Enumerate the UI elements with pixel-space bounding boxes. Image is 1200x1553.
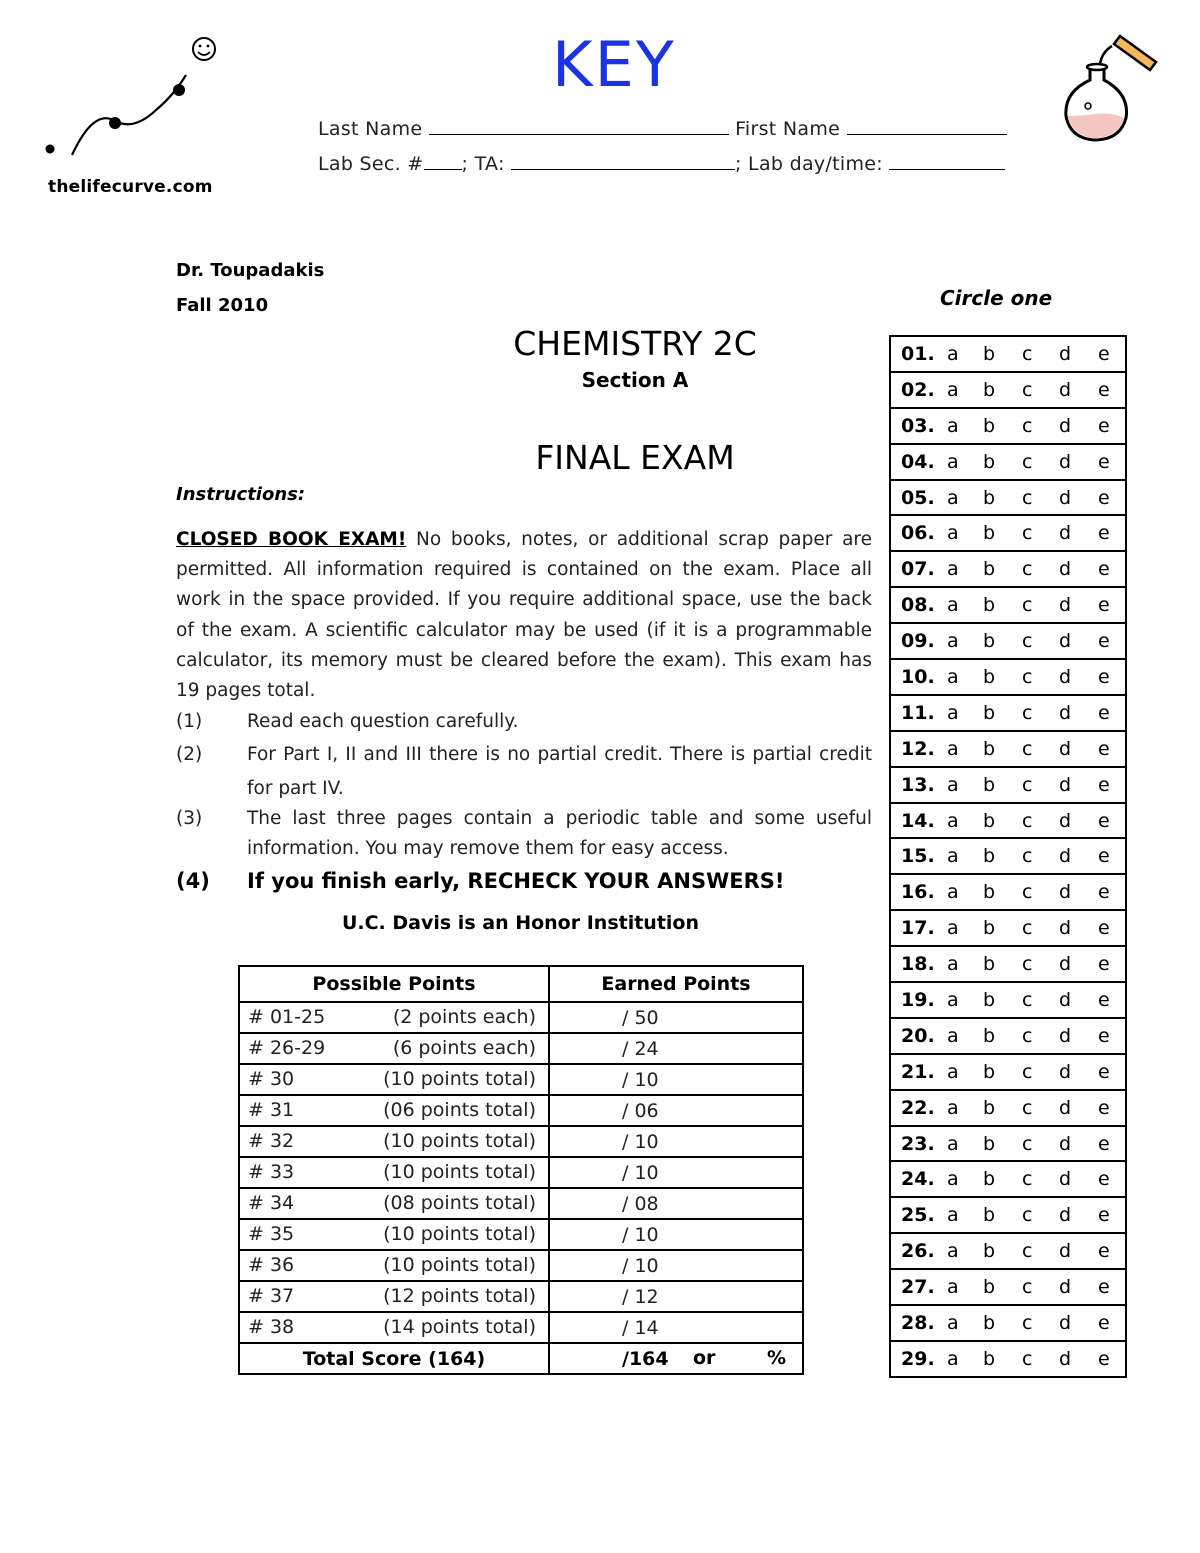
column-header: Possible Points	[239, 966, 549, 1002]
item-text: Read each question carefully.	[247, 711, 519, 732]
question-range: # 38	[248, 1316, 295, 1338]
answer-choice[interactable]: c	[1022, 1312, 1033, 1335]
answer-choice[interactable]: c	[1022, 630, 1033, 653]
answer-row	[891, 337, 1125, 373]
professor-name: Dr. Toupadakis	[176, 260, 325, 281]
circle-one-label: Circle one	[940, 286, 1053, 310]
answer-choice[interactable]: d	[1059, 1312, 1072, 1335]
ta-label: ; TA:	[461, 153, 505, 175]
answer-choice[interactable]: d	[1059, 881, 1072, 904]
answer-choice[interactable]: d	[1059, 1132, 1072, 1155]
answer-choice[interactable]: e	[1098, 881, 1110, 904]
answer-row	[891, 552, 1125, 588]
points-value: (14 points total)	[383, 1316, 536, 1338]
answer-choice[interactable]: b	[983, 1204, 996, 1227]
answer-choice[interactable]: d	[1059, 701, 1072, 724]
earned-points[interactable]: / 10	[549, 1157, 803, 1188]
answer-choice[interactable]: e	[1098, 522, 1110, 545]
lab-sec-label: Lab Sec. #	[318, 153, 424, 175]
total-earned-cell[interactable]	[549, 1343, 803, 1374]
question-number: 17.	[901, 917, 935, 940]
answer-choice[interactable]: a	[947, 594, 959, 617]
earned-points[interactable]: / 10	[549, 1250, 803, 1281]
points-value: (10 points total)	[383, 1130, 536, 1152]
answer-choice[interactable]: d	[1059, 809, 1072, 832]
question-number: 06.	[901, 522, 935, 545]
answer-choice[interactable]: e	[1098, 558, 1110, 581]
question-range: # 37	[248, 1285, 295, 1307]
question-range: # 32	[248, 1130, 295, 1152]
answer-choice[interactable]: b	[983, 594, 996, 617]
earned-points[interactable]: / 12	[549, 1281, 803, 1312]
answer-choice[interactable]: b	[983, 845, 996, 868]
answer-choice[interactable]: a	[947, 1312, 959, 1335]
last-name-row	[318, 116, 1007, 140]
answer-choice[interactable]: c	[1022, 1240, 1033, 1263]
answer-choice[interactable]: a	[947, 773, 959, 796]
course-section: Section A	[581, 368, 689, 392]
question-number: 15.	[901, 845, 935, 868]
answer-row	[891, 1162, 1125, 1198]
answer-choice[interactable]: b	[983, 1168, 996, 1191]
table-row	[239, 1033, 803, 1064]
answer-choice[interactable]: c	[1022, 1347, 1033, 1370]
question-number: 26.	[901, 1240, 935, 1263]
question-number: 29.	[901, 1347, 935, 1370]
answer-row	[891, 696, 1125, 732]
answer-choice[interactable]: a	[947, 450, 959, 473]
earned-points[interactable]: / 08	[549, 1188, 803, 1219]
answer-choice[interactable]: d	[1059, 522, 1072, 545]
answer-row	[891, 1091, 1125, 1127]
points-value: (06 points total)	[383, 1099, 536, 1121]
logo-site-text: thelifecurve.com	[48, 177, 213, 197]
answer-choice[interactable]: c	[1022, 594, 1033, 617]
first-name-label: First Name	[735, 118, 841, 140]
instruction-item	[176, 864, 872, 898]
answer-choice[interactable]: b	[983, 1060, 996, 1083]
answer-choice[interactable]: a	[947, 1240, 959, 1263]
answer-choice[interactable]: e	[1098, 1276, 1110, 1299]
answer-choice[interactable]: d	[1059, 953, 1072, 976]
answer-choice[interactable]: a	[947, 917, 959, 940]
earned-points[interactable]: / 10	[549, 1064, 803, 1095]
answer-choice[interactable]: b	[983, 522, 996, 545]
question-number: 18.	[901, 953, 935, 976]
lab-sec-field[interactable]	[424, 151, 462, 170]
question-number: 02.	[901, 378, 935, 401]
answer-choice[interactable]: e	[1098, 845, 1110, 868]
question-number: 01.	[901, 343, 935, 365]
answer-row	[891, 947, 1125, 983]
answer-row	[891, 839, 1125, 875]
answer-choice[interactable]: b	[983, 1024, 996, 1047]
answer-choice[interactable]: b	[983, 450, 996, 473]
answer-choice[interactable]: c	[1022, 378, 1033, 401]
answer-choice[interactable]: e	[1098, 989, 1110, 1012]
answer-choice[interactable]: e	[1098, 773, 1110, 796]
answer-choice[interactable]: a	[947, 737, 959, 760]
closed-book-notice: CLOSED BOOK EXAM!	[176, 529, 407, 550]
answer-choice[interactable]: c	[1022, 737, 1033, 760]
answer-choice[interactable]: e	[1098, 809, 1110, 832]
answer-row	[891, 624, 1125, 660]
answer-choice[interactable]: a	[947, 630, 959, 653]
points-value: (6 points each)	[392, 1037, 536, 1059]
total-row	[239, 1343, 803, 1374]
instruction-item	[176, 804, 872, 864]
answer-row	[891, 660, 1125, 696]
question-number: 04.	[901, 450, 935, 473]
answer-choice[interactable]: e	[1098, 1240, 1110, 1263]
answer-choice[interactable]: a	[947, 881, 959, 904]
answer-choice[interactable]: b	[983, 666, 996, 689]
answer-choice[interactable]: b	[983, 1096, 996, 1119]
question-number: 23.	[901, 1132, 935, 1155]
answer-choice[interactable]: d	[1059, 1096, 1072, 1119]
answer-choice[interactable]: a	[947, 1204, 959, 1227]
answer-choice[interactable]: d	[1059, 594, 1072, 617]
answer-choice[interactable]: e	[1098, 343, 1110, 365]
first-name-field[interactable]	[847, 116, 1007, 135]
answer-choice[interactable]: c	[1022, 1060, 1033, 1083]
course-title: CHEMISTRY 2C	[513, 324, 757, 363]
item-number: (4)	[176, 869, 210, 893]
question-number: 13.	[901, 773, 935, 796]
answer-choice[interactable]: e	[1098, 1168, 1110, 1191]
ta-field[interactable]	[511, 151, 735, 170]
answer-choice[interactable]: d	[1059, 1276, 1072, 1299]
question-number: 12.	[901, 737, 935, 760]
question-range: # 01-25	[248, 1006, 326, 1028]
points-value: (08 points total)	[383, 1192, 536, 1214]
question-range: # 31	[248, 1099, 295, 1121]
total-label: Total Score (164)	[239, 1343, 549, 1374]
answer-choice[interactable]: e	[1098, 378, 1110, 401]
answer-choice[interactable]: d	[1059, 773, 1072, 796]
question-number: 14.	[901, 809, 935, 832]
answer-choice[interactable]: d	[1059, 558, 1072, 581]
question-range: # 35	[248, 1223, 295, 1245]
answer-row	[891, 409, 1125, 445]
instructions-heading: Instructions:	[176, 484, 306, 505]
answer-choice[interactable]: b	[983, 953, 996, 976]
question-number: 28.	[901, 1312, 935, 1335]
question-number: 19.	[901, 989, 935, 1012]
question-number: 05.	[901, 486, 935, 509]
answer-row	[891, 804, 1125, 840]
answer-choice[interactable]: b	[983, 881, 996, 904]
question-number: 20.	[901, 1024, 935, 1047]
answer-choice[interactable]: d	[1059, 989, 1072, 1012]
instruction-item	[176, 705, 872, 739]
answer-choice[interactable]: a	[947, 989, 959, 1012]
answer-row	[891, 1055, 1125, 1091]
answer-row	[891, 875, 1125, 911]
question-number: 11.	[901, 701, 935, 724]
answer-choice[interactable]: e	[1098, 1204, 1110, 1227]
course-info	[176, 253, 324, 323]
answer-row	[891, 1198, 1125, 1234]
last-name-field[interactable]	[429, 116, 729, 135]
answer-choice[interactable]: a	[947, 1276, 959, 1299]
points-value: (10 points total)	[383, 1068, 536, 1090]
answer-choice[interactable]: c	[1022, 1024, 1033, 1047]
answer-choice[interactable]: b	[983, 773, 996, 796]
answer-choice[interactable]: d	[1059, 845, 1072, 868]
answer-choice[interactable]: b	[983, 737, 996, 760]
answer-row	[891, 983, 1125, 1019]
answer-choice[interactable]: a	[947, 1060, 959, 1083]
answer-choice[interactable]: a	[947, 1096, 959, 1119]
total-earned: /164	[622, 1347, 669, 1370]
answer-choice[interactable]: e	[1098, 414, 1110, 437]
question-number: 03.	[901, 414, 935, 437]
answer-row	[891, 1342, 1125, 1376]
answer-choice[interactable]: d	[1059, 343, 1072, 365]
answer-choice[interactable]: b	[983, 1312, 996, 1335]
item-text: If you finish early, RECHECK YOUR ANSWERS!	[247, 869, 785, 893]
instructions-paragraph	[176, 525, 872, 706]
answer-choice[interactable]: e	[1098, 917, 1110, 940]
answer-choice[interactable]: d	[1059, 450, 1072, 473]
points-value: (2 points each)	[392, 1006, 536, 1028]
answer-choice[interactable]: c	[1022, 486, 1033, 509]
answer-choice[interactable]: e	[1098, 666, 1110, 689]
answer-choice[interactable]: b	[983, 1347, 996, 1370]
answer-choice[interactable]: a	[947, 953, 959, 976]
answer-choice[interactable]: d	[1059, 414, 1072, 437]
lab-day-label: ; Lab day/time:	[735, 153, 883, 175]
answer-choice[interactable]: b	[983, 809, 996, 832]
points-value: (10 points total)	[383, 1161, 536, 1183]
answer-choice[interactable]: c	[1022, 881, 1033, 904]
answer-choice[interactable]: e	[1098, 450, 1110, 473]
question-range: # 33	[248, 1161, 295, 1183]
answer-choice[interactable]: e	[1098, 701, 1110, 724]
or-label: or	[693, 1347, 716, 1369]
answer-choice[interactable]: c	[1022, 1096, 1033, 1119]
answer-choice[interactable]: b	[983, 1276, 996, 1299]
question-number: 08.	[901, 594, 935, 617]
exam-title: FINAL EXAM	[535, 438, 735, 477]
answer-row	[891, 1306, 1125, 1342]
item-number: (2)	[176, 744, 203, 765]
answer-choice[interactable]: e	[1098, 953, 1110, 976]
answer-choice[interactable]: d	[1059, 666, 1072, 689]
answer-choice[interactable]: c	[1022, 666, 1033, 689]
answer-choice[interactable]: a	[947, 414, 959, 437]
question-range: # 34	[248, 1192, 295, 1214]
answer-choice[interactable]: c	[1022, 773, 1033, 796]
answer-choice[interactable]: b	[983, 378, 996, 401]
answer-choice[interactable]: d	[1059, 1347, 1072, 1370]
instruction-item	[176, 738, 872, 806]
earned-points[interactable]: / 06	[549, 1095, 803, 1126]
answer-row	[891, 732, 1125, 768]
answer-choice[interactable]: b	[983, 989, 996, 1012]
answer-choice[interactable]: b	[983, 701, 996, 724]
answer-sheet	[889, 335, 1127, 1378]
answer-choice[interactable]: c	[1022, 989, 1033, 1012]
question-range: # 36	[248, 1254, 295, 1276]
answer-choice[interactable]: c	[1022, 558, 1033, 581]
answer-choice[interactable]: a	[947, 809, 959, 832]
answer-row	[891, 516, 1125, 552]
answer-choice[interactable]: d	[1059, 378, 1072, 401]
item-text: For Part I, II and III there is no partial credit. There is partial credit for part IV.	[247, 744, 872, 799]
answer-choice[interactable]: d	[1059, 1060, 1072, 1083]
answer-row	[891, 588, 1125, 624]
answer-choice[interactable]: c	[1022, 809, 1033, 832]
answer-row	[891, 1234, 1125, 1270]
item-text: The last three pages contain a periodic table and some useful information. You may remove them for easy access.	[247, 808, 872, 859]
question-number: 25.	[901, 1204, 935, 1227]
lab-row	[318, 151, 1005, 175]
answer-choice[interactable]: a	[947, 666, 959, 689]
score-table	[238, 965, 804, 1375]
lab-day-field[interactable]	[889, 151, 1005, 170]
answer-row	[891, 768, 1125, 804]
answer-choice[interactable]: d	[1059, 737, 1072, 760]
table-row	[239, 1281, 803, 1312]
honor-statement: U.C. Davis is an Honor Institution	[341, 912, 700, 934]
answer-choice[interactable]: d	[1059, 630, 1072, 653]
answer-choice[interactable]: e	[1098, 1024, 1110, 1047]
answer-choice[interactable]: b	[983, 917, 996, 940]
percent-label: %	[766, 1347, 786, 1369]
question-number: 27.	[901, 1276, 935, 1299]
answer-choice[interactable]: e	[1098, 630, 1110, 653]
item-number: (3)	[176, 808, 203, 829]
answer-choice[interactable]: a	[947, 845, 959, 868]
answer-row	[891, 481, 1125, 517]
answer-choice[interactable]: a	[947, 1347, 959, 1370]
last-name-label: Last Name	[318, 118, 423, 140]
term: Fall 2010	[176, 295, 269, 316]
answer-choice[interactable]: a	[947, 1132, 959, 1155]
answer-choice[interactable]: e	[1098, 737, 1110, 760]
earned-points[interactable]: / 24	[549, 1033, 803, 1064]
question-number: 24.	[901, 1168, 935, 1191]
answer-choice[interactable]: a	[947, 343, 959, 365]
answer-choice[interactable]: c	[1022, 522, 1033, 545]
answer-choice[interactable]: c	[1022, 1168, 1033, 1191]
answer-row	[891, 445, 1125, 481]
answer-choice[interactable]: c	[1022, 845, 1033, 868]
question-number: 07.	[901, 558, 935, 581]
question-number: 16.	[901, 881, 935, 904]
answer-choice[interactable]: e	[1098, 594, 1110, 617]
answer-choice[interactable]: d	[1059, 1240, 1072, 1263]
question-number: 10.	[901, 666, 935, 689]
answer-choice[interactable]: c	[1022, 701, 1033, 724]
table-row	[239, 1188, 803, 1219]
answer-choice[interactable]: e	[1098, 1347, 1110, 1370]
answer-choice[interactable]: e	[1098, 1312, 1110, 1335]
answer-choice[interactable]: d	[1059, 1204, 1072, 1227]
answer-choice[interactable]: d	[1059, 486, 1072, 509]
earned-points[interactable]: / 50	[549, 1002, 803, 1033]
answer-choice[interactable]: e	[1098, 1132, 1110, 1155]
answer-choice[interactable]: a	[947, 1168, 959, 1191]
answer-choice[interactable]: c	[1022, 953, 1033, 976]
answer-choice[interactable]: b	[983, 630, 996, 653]
question-number: 22.	[901, 1096, 935, 1119]
answer-choice[interactable]: c	[1022, 343, 1033, 365]
points-value: (10 points total)	[383, 1254, 536, 1276]
item-number: (1)	[176, 711, 203, 732]
answer-choice[interactable]: c	[1022, 917, 1033, 940]
answer-row	[891, 373, 1125, 409]
answer-choice[interactable]: c	[1022, 1132, 1033, 1155]
answer-choice[interactable]: b	[983, 486, 996, 509]
answer-choice[interactable]: b	[983, 343, 996, 365]
answer-choice[interactable]: a	[947, 486, 959, 509]
answer-choice[interactable]: d	[1059, 1168, 1072, 1191]
table-row	[239, 1250, 803, 1281]
answer-choice[interactable]: d	[1059, 1024, 1072, 1047]
answer-choice[interactable]: c	[1022, 1276, 1033, 1299]
answer-choice[interactable]: e	[1098, 1060, 1110, 1083]
points-value: (12 points total)	[383, 1285, 536, 1307]
answer-choice[interactable]: c	[1022, 1204, 1033, 1227]
answer-choice[interactable]: a	[947, 558, 959, 581]
answer-row	[891, 1019, 1125, 1055]
table-row	[239, 1064, 803, 1095]
answer-row	[891, 1270, 1125, 1306]
answer-choice[interactable]: c	[1022, 414, 1033, 437]
table-row	[239, 1157, 803, 1188]
column-header: Earned Points	[549, 966, 803, 1002]
answer-row	[891, 911, 1125, 947]
answer-choice[interactable]: a	[947, 701, 959, 724]
answer-choice[interactable]: e	[1098, 1096, 1110, 1119]
answer-choice[interactable]: b	[983, 1240, 996, 1263]
answer-choice[interactable]: a	[947, 522, 959, 545]
answer-choice[interactable]: c	[1022, 450, 1033, 473]
question-range: # 26-29	[248, 1037, 326, 1059]
question-number: 09.	[901, 630, 935, 653]
table-row	[239, 1002, 803, 1033]
answer-choice[interactable]: e	[1098, 486, 1110, 509]
table-row	[239, 1095, 803, 1126]
earned-points[interactable]: / 10	[549, 1219, 803, 1250]
answer-choice[interactable]: d	[1059, 917, 1072, 940]
answer-choice[interactable]: a	[947, 1024, 959, 1047]
flask-icon	[1052, 30, 1162, 145]
answer-row	[891, 1127, 1125, 1163]
answer-choice[interactable]: b	[983, 558, 996, 581]
earned-points[interactable]: / 14	[549, 1312, 803, 1343]
table-row	[239, 1219, 803, 1250]
instructions-body: No books, notes, or additional scrap paper are permitted. All information required is contained on the exam. Place all work in the space provided. If you require additional space, use the back of the exam. A scientific calculator may be used (if it is a programmable calculator, its memory must be cleared before the exam). This exam has 19 pages total.	[176, 529, 872, 702]
key-label: KEY	[552, 28, 676, 101]
question-range: # 30	[248, 1068, 295, 1090]
table-row	[239, 1312, 803, 1343]
table-header-row	[239, 966, 803, 1002]
earned-points[interactable]: / 10	[549, 1126, 803, 1157]
answer-choice[interactable]: a	[947, 378, 959, 401]
question-number: 21.	[901, 1060, 935, 1083]
answer-choice[interactable]: b	[983, 414, 996, 437]
answer-choice[interactable]: b	[983, 1132, 996, 1155]
table-row	[239, 1126, 803, 1157]
points-value: (10 points total)	[383, 1223, 536, 1245]
